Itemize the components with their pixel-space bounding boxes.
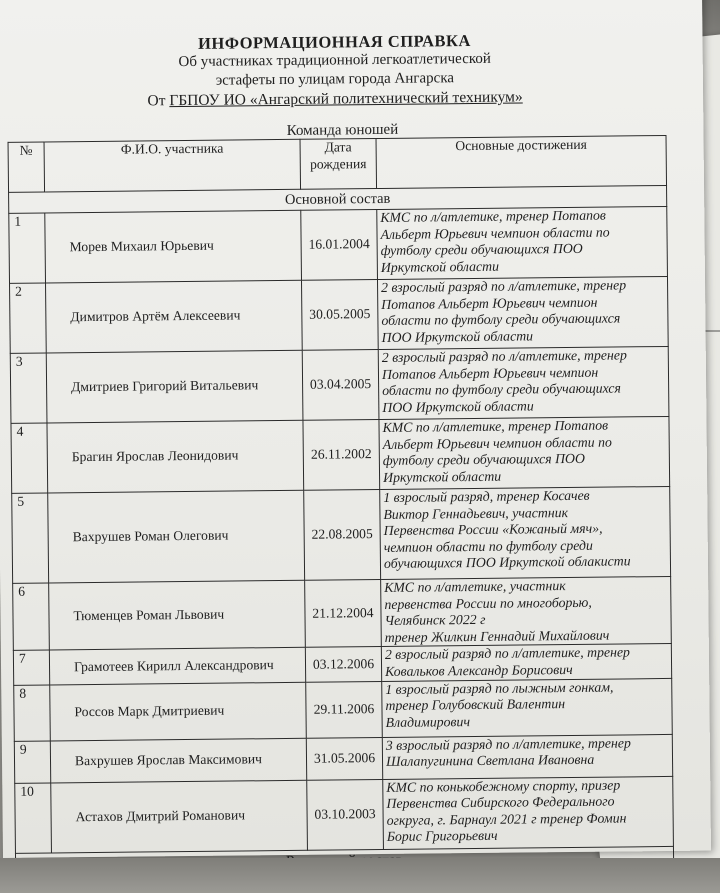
achievements-cell (380, 486, 671, 579)
column-header-number: № (8, 142, 45, 192)
achievements-cell (381, 576, 672, 646)
achievements-cell (383, 776, 674, 849)
achievement-line: Иркутской области (382, 468, 502, 485)
subtitle-line-1: Об участниках традиционной легкоатлетической (178, 50, 491, 71)
achievements-cell (382, 678, 673, 737)
row-number: 9 (14, 741, 50, 783)
birth-date: 16.01.2004 (301, 210, 378, 281)
achievement-line: Виктор Геннадьевич, участник (383, 504, 569, 522)
row-number: 4 (11, 423, 48, 493)
achievements-cell (379, 416, 670, 489)
achievement-line: 1 взрослый разряд, тренер Косачев (383, 487, 590, 505)
achievement-line: футболу среди обучающихся ПОО (380, 241, 583, 259)
achievement-line: Альберт Юрьевич чемпион области по (380, 224, 610, 242)
achievement-line: Борис Григорьевич (386, 828, 498, 845)
column-header-achievements: Основные достижения (376, 135, 667, 188)
participant-name: Астахов Дмитрий Романович (51, 780, 308, 853)
achievement-line: 2 взрослый разряд по л/атлетике, тренер (384, 644, 631, 663)
table-row (14, 678, 673, 741)
table-row (10, 276, 669, 353)
row-number: 2 (10, 283, 47, 353)
birth-date: 03.04.2005 (302, 349, 379, 420)
achievement-line: Потапов Альберт Юрьевич чемпион (381, 294, 598, 312)
subtitle-line-2: эстафеты по улицам города Ангарска (215, 70, 455, 89)
participant-name: Вахрушев Ярослав Максимович (50, 738, 306, 783)
participants-table (8, 135, 675, 893)
row-number: 7 (13, 650, 49, 685)
background-bottom (0, 858, 720, 893)
table-row (9, 206, 668, 283)
achievement-line: Ковальков Александр Борисович (385, 661, 573, 679)
table-row (13, 576, 672, 650)
table-header-row (8, 135, 666, 192)
achievement-line: ПОО Иркутской области (382, 398, 534, 415)
table-row (11, 416, 670, 493)
participant-name: Брагин Ярослав Леонидович (47, 420, 304, 493)
achievement-line: обучающихся ПОО Иркутской облакисти (383, 553, 631, 572)
achievement-line: огкруга, г. Барнаул 2021 г тренер Фомин (386, 810, 627, 828)
row-number: 10 (15, 783, 52, 853)
organization-name: ГБПОУ ИО «Ангарский политехнический техникум» (169, 88, 523, 110)
row-number: 1 (9, 213, 46, 283)
achievement-line: тренер Жилкин Геннадий Михайлович (384, 627, 610, 645)
birth-date: 21.12.2004 (305, 579, 382, 647)
achievement-line: Шалапугинина Светлана Ивановна (385, 751, 595, 770)
row-number: 8 (14, 685, 51, 741)
achievement-line: 2 взрослый разряд по л/атлетике, тренер (380, 277, 627, 295)
achievement-line: 2 взрослый разряд по л/атлетике, тренер (381, 347, 627, 365)
achievement-line: КМС по л/атлетике, тренер Потапов (382, 417, 609, 435)
table-row (12, 486, 671, 583)
birth-date: 22.08.2005 (304, 489, 381, 580)
row-number: 5 (12, 493, 49, 583)
organization-prefix: От (147, 92, 166, 110)
achievement-line: КМС по конькобежному спорту, призер (386, 777, 621, 795)
achievements-cell (378, 346, 669, 419)
birth-date: 03.12.2006 (305, 647, 381, 682)
achievements-cell (377, 276, 668, 349)
achievement-line: области по футболу среди обучающихся (381, 310, 621, 329)
participant-name: Морев Михаил Юрьевич (45, 210, 302, 283)
participant-name: Грамотеев Кирилл Александрович (49, 648, 305, 685)
table-row (15, 776, 674, 853)
achievement-line: КМС по л/атлетике, тренер Потапов (380, 207, 606, 225)
achievement-line: первенства России по многоборью, (384, 594, 592, 612)
achievement-line: чемпион области по футболу среди (383, 537, 593, 555)
achievement-line: КМС по л/атлетике, участник (384, 578, 566, 595)
achievement-line: Первенства России «Кожаный мяч», (383, 520, 603, 539)
birth-date: 30.05.2005 (301, 279, 378, 350)
document-header (0, 29, 675, 113)
achievement-line: Первенства Сибирского Федерального (386, 793, 615, 812)
column-header-name: Ф.И.О. участника (44, 139, 301, 192)
achievements-cell (381, 644, 671, 681)
birth-date: 29.11.2006 (306, 681, 383, 738)
participant-name: Дмитриев Григорий Витальевич (46, 350, 303, 423)
achievement-line: Иркутской области (380, 258, 500, 275)
column-header-birthdate: Дата рождения (300, 139, 377, 190)
table-row (10, 346, 669, 423)
birth-date: 31.05.2006 (306, 737, 382, 780)
birth-date: 26.11.2002 (303, 419, 380, 490)
achievement-line: Владимирович (385, 713, 471, 730)
achievement-line: футболу среди обучающихся ПОО (382, 451, 586, 469)
achievement-line: Челябинск 2022 г (384, 612, 486, 629)
achievements-cell (377, 206, 668, 279)
participant-name: Вахрушев Роман Олегович (48, 490, 305, 583)
participant-name: Россов Марк Дмитриевич (50, 682, 307, 741)
achievement-line: Альберт Юрьевич чемпион области по (382, 434, 612, 452)
birth-date: 03.10.2003 (307, 779, 384, 850)
row-number: 3 (10, 353, 47, 423)
achievement-line: Потапов Альберт Юрьевич чемпион (381, 364, 599, 382)
section-title-main: Основной состав (9, 185, 667, 213)
achievement-line: 1 взрослый разряд по лыжным гонкам, (385, 679, 614, 697)
participant-name: Димитров Артём Алексеевич (46, 280, 303, 353)
participant-name: Тюменцев Роман Львович (49, 580, 306, 650)
document-title: ИНФОРМАЦИОННАЯ СПРАВКА (198, 31, 471, 53)
achievement-line: 3 взрослый разряд по л/атлетике, тренер (385, 734, 631, 753)
achievement-line: области по футболу среди обучающихся (382, 380, 622, 399)
table-row (14, 734, 672, 783)
achievements-cell (382, 734, 672, 779)
team-title: Команда юношей (286, 121, 399, 139)
row-number: 6 (13, 583, 50, 651)
achievement-line: тренер Голубовский Валентин (385, 696, 566, 714)
achievement-line: ПОО Иркутской области (381, 328, 534, 345)
